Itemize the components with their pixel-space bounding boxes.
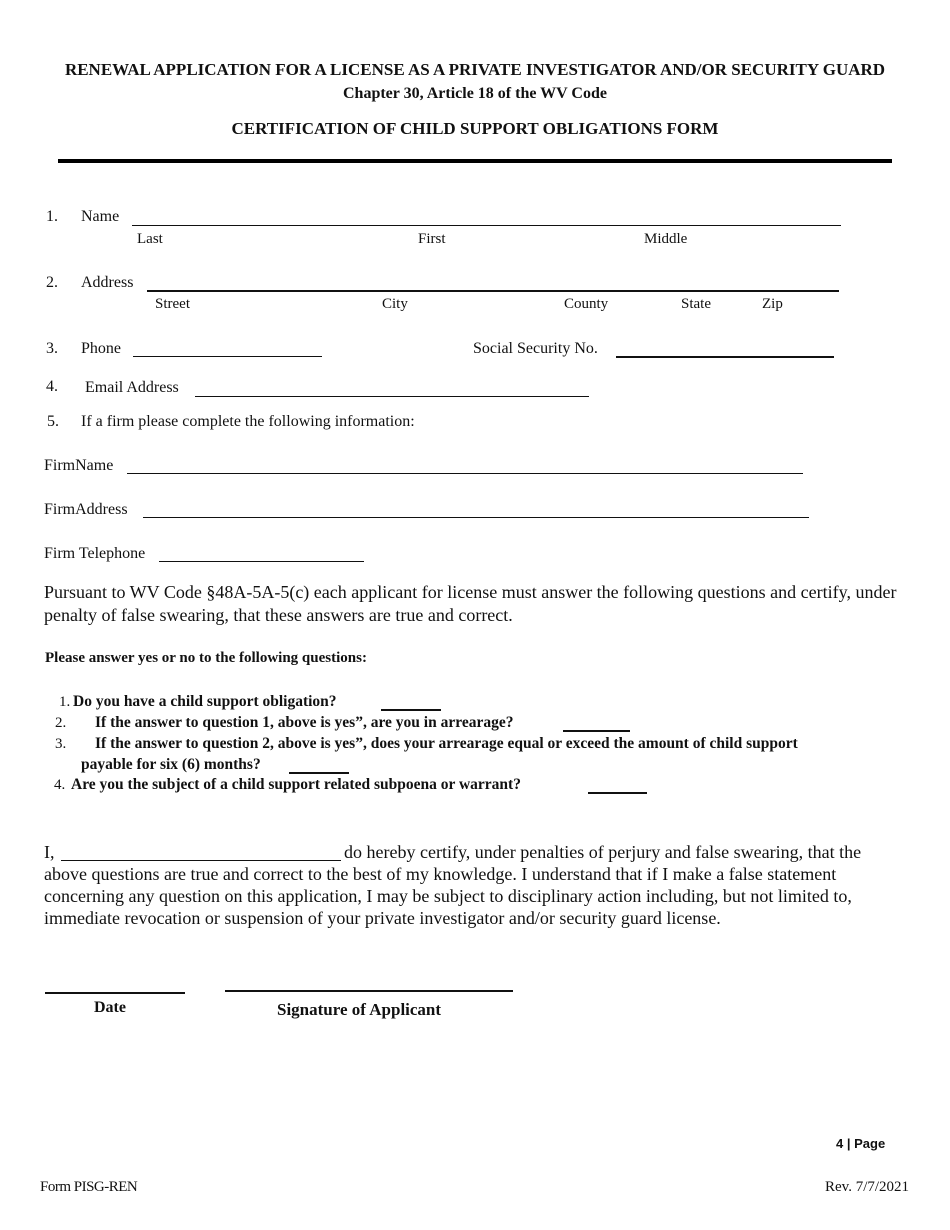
certify-line-4: immediate revocation or suspension of your private investigator and/or security guard license. [44,908,721,928]
question-3-text: If the answer to question 2, above is yes”, does your arrearage equal or exceed the amount of child support [95,735,798,752]
name-sub-middle: Middle [644,231,688,247]
name-input-line[interactable] [132,225,841,226]
page-number: 4 [836,1136,844,1151]
signature-label: Signature of Applicant [277,1000,442,1019]
date-line[interactable] [45,992,185,994]
question-1-answer-line[interactable] [381,709,441,711]
question-1-text: Do you have a child support obligation? [73,693,337,710]
name-sub-last: Last [137,231,163,247]
field-number: 5. [47,413,59,430]
ssn-label: Social Security No. [473,340,598,357]
question-2-text: If the answer to question 1, above is yes”, are you in arrearage? [95,714,514,731]
name-label: Name [81,208,120,225]
firm-address-input-line[interactable] [143,517,809,518]
document-subtitle: Chapter 30, Article 18 of the WV Code [343,85,607,102]
question-3-text-cont: payable for six (6) months? [81,756,261,773]
certify-line-2: above questions are true and correct to the best of my knowledge. I understand that if I make a false statement [44,864,837,884]
certify-name-line[interactable] [61,860,341,861]
firm-intro-text: If a firm please complete the following information: [81,413,415,430]
address-sub-county: County [564,296,609,312]
page-separator: | [846,1136,851,1151]
form-id: Form PISG-REN [40,1179,138,1195]
date-label: Date [94,999,126,1016]
document-title: RENEWAL APPLICATION FOR A LICENSE AS A PRIVATE INVESTIGATOR AND/OR SECURITY GUARD [64,60,886,79]
field-number: 4. [46,378,58,395]
address-sub-city: City [382,296,408,312]
pursuant-paragraph: Pursuant to WV Code §48A-5A-5(c) each applicant for license must answer the following questions and certify, under penalty of false swearing, that these answers are true and correct. [44,582,897,625]
question-number: 2. [55,715,67,731]
address-input-line[interactable] [147,290,839,292]
revision-date: Rev. 7/7/2021 [825,1179,910,1195]
questions-heading: Please answer yes or no to the following questions: [45,650,367,666]
header-rule [58,159,892,163]
question-number: 1. [59,694,71,710]
question-number: 4. [54,777,66,793]
question-4-answer-line[interactable] [588,792,647,794]
certify-line-3: concerning any question on this application, I may be subject to disciplinary action including, but not limited to, [44,886,852,906]
firm-name-label: FirmName [44,457,114,474]
question-4-text: Are you the subject of a child support related subpoena or warrant? [71,776,521,793]
field-number: 2. [46,274,58,291]
page-word: Page [854,1136,886,1151]
question-number: 3. [55,736,67,752]
question-2-answer-line[interactable] [563,730,630,732]
email-input-line[interactable] [195,396,589,397]
name-sub-first: First [418,231,446,247]
email-label: Email Address [85,379,179,396]
firm-telephone-input-line[interactable] [159,561,364,562]
address-sub-state: State [681,296,711,312]
field-number: 1. [46,208,58,225]
phone-input-line[interactable] [133,356,322,357]
address-sub-zip: Zip [762,296,783,312]
ssn-input-line[interactable] [616,356,834,358]
form-title: CERTIFICATION OF CHILD SUPPORT OBLIGATIONS FORM [231,119,719,138]
certify-line-1: do hereby certify, under penalties of perjury and false swearing, that the [344,842,862,862]
firm-name-input-line[interactable] [127,473,803,474]
address-label: Address [81,274,134,291]
address-sub-street: Street [155,296,190,312]
firm-telephone-label: Firm Telephone [44,545,146,562]
firm-address-label: FirmAddress [44,501,128,518]
question-3-answer-line[interactable] [289,772,349,774]
page-indicator [836,1136,885,1151]
signature-line[interactable] [225,990,513,992]
phone-label: Phone [81,340,121,357]
certify-prefix: I, [44,842,55,862]
field-number: 3. [46,340,58,357]
